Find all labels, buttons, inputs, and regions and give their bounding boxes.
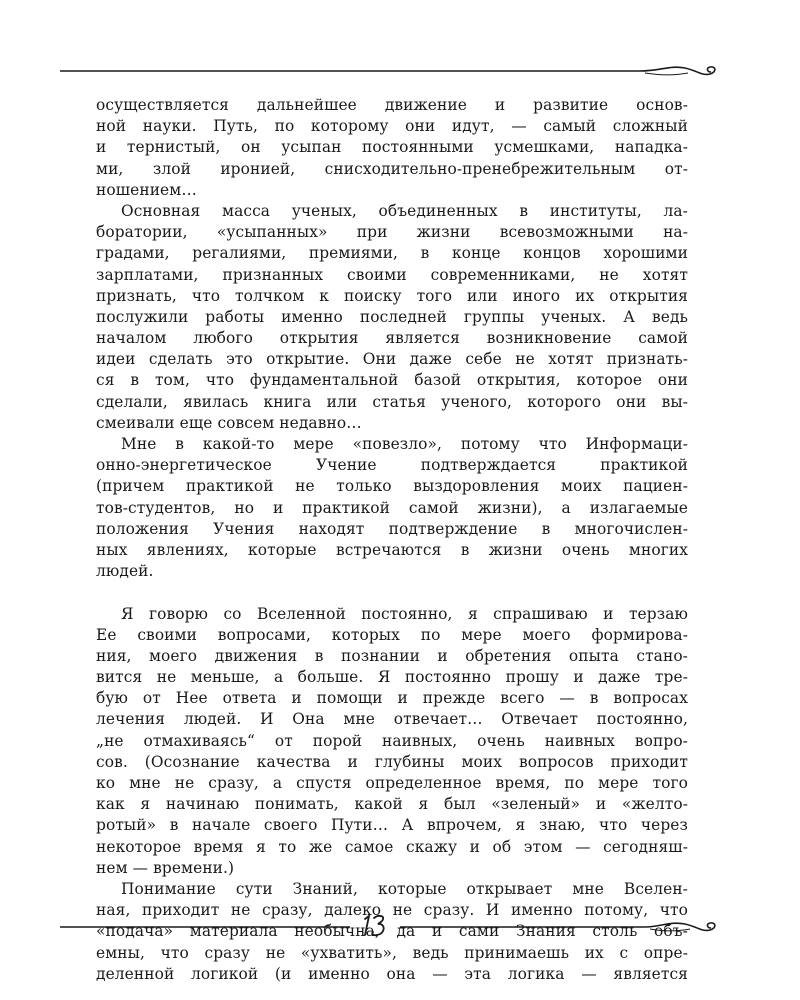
text-line: ной науки. Путь, по которому они идут, — самый сложный <box>96 117 688 136</box>
paragraph-gap <box>96 582 688 603</box>
text-line: как я начинаю понимать, какой я был «зеленый» и «желто- <box>96 795 688 814</box>
text-line: Понимание сути Знаний, которые открывает мне Вселен- <box>121 879 688 898</box>
text-line: сов. (Осознание качества и глубины моих вопросов приходит <box>96 752 688 771</box>
text-line: ми, злой иронией, снисходительно-пренебрежительным от- <box>96 159 688 178</box>
text-line: сделали, явилась книга или статья ученого, которого они вы- <box>96 392 688 411</box>
text-line: Я говорю со Вселенной постоянно, я спрашиваю и терзаю <box>121 604 688 623</box>
text-line: некоторое время я то же самое скажу и об этом — сегодняш- <box>96 837 688 856</box>
text-line: осуществляется дальнейшее движение и развитие основ- <box>96 96 688 114</box>
text-line: ная, приходит не сразу, далеко не сразу. И именно потому, что <box>96 901 688 920</box>
page-body-text <box>96 95 688 985</box>
text-line: идеи сделать это открытие. Они даже себе не хотят признать- <box>96 350 688 369</box>
text-line: послужили работы именно последней группы ученых. А ведь <box>96 307 688 326</box>
text-line: лечения людей. И Она мне отвечает… Отвечает постоянно, <box>96 710 688 729</box>
text-line: зарплатами, признанных своими современниками, не хотят <box>96 265 688 284</box>
text-line: ротый» в начале своего Пути… А впрочем, я знаю, что через <box>96 816 688 835</box>
text-line: градами, регалиями, премиями, в конце концов хорошими <box>96 244 688 263</box>
text-line: деленной логикой (и именно она — эта логика — является <box>96 964 688 983</box>
text-line: положения Учения находят подтверждение в многочислен- <box>96 519 688 538</box>
top-ornamental-rule <box>60 62 720 82</box>
text-line: началом любого открытия является возникновение самой <box>96 329 688 348</box>
page-number <box>355 913 395 941</box>
text-line: Мне в какой-то мере «повезло», потому что Информаци- <box>121 435 688 453</box>
text-line: нем — времени.) <box>96 858 235 877</box>
text-line: Ее своими вопросами, которых по мере моего формирова- <box>96 625 688 644</box>
text-line: смеивали еще совсем недавно… <box>96 413 362 432</box>
text-line: онно-энергетическое Учение подтверждается практикой <box>96 456 688 475</box>
text-line: боратории, «усыпанных» при жизни всевозможными на- <box>96 223 688 242</box>
text-line: признать, что толчком к поиску того или иного их открытия <box>96 286 688 305</box>
text-line: и тернистый, он усыпан постоянными усмешками, нападка- <box>96 138 688 157</box>
text-line: „не отмахиваясь“ от порой наивных, очень наивных вопро- <box>96 731 688 750</box>
text-line: (причем практикой не только выздоровления моих пациен- <box>96 477 688 496</box>
text-line: ся в том, что фундаментальной базой открытия, которое они <box>96 371 688 390</box>
text-line: Основная масса ученых, объединенных в институты, ла- <box>121 201 688 220</box>
text-line: ния, моего движения в познании и обретения опыта стано- <box>96 646 688 665</box>
text-line: тов-студентов, но и практикой самой жизни), а излагаемые <box>96 498 688 517</box>
page-number-glyph <box>355 913 395 941</box>
text-line: вится не меньше, а больше. Я постоянно прошу и даже тре- <box>96 668 688 687</box>
text-line: «подача» материала необычна, да и сами Знания столь объ- <box>96 922 688 941</box>
text-line: ношением… <box>96 180 197 199</box>
text-line: людей. <box>96 562 154 581</box>
text-line: бую от Нее ответа и помощи и прежде всего — в вопросах <box>96 689 688 708</box>
text-line: емны, что сразу не «ухватить», ведь принимаешь их с опре- <box>96 943 688 962</box>
text-line: ных явлениях, которые встречаются в жизни очень многих <box>96 540 688 559</box>
text-line: ко мне не сразу, а спустя определенное время, по мере того <box>96 774 688 792</box>
